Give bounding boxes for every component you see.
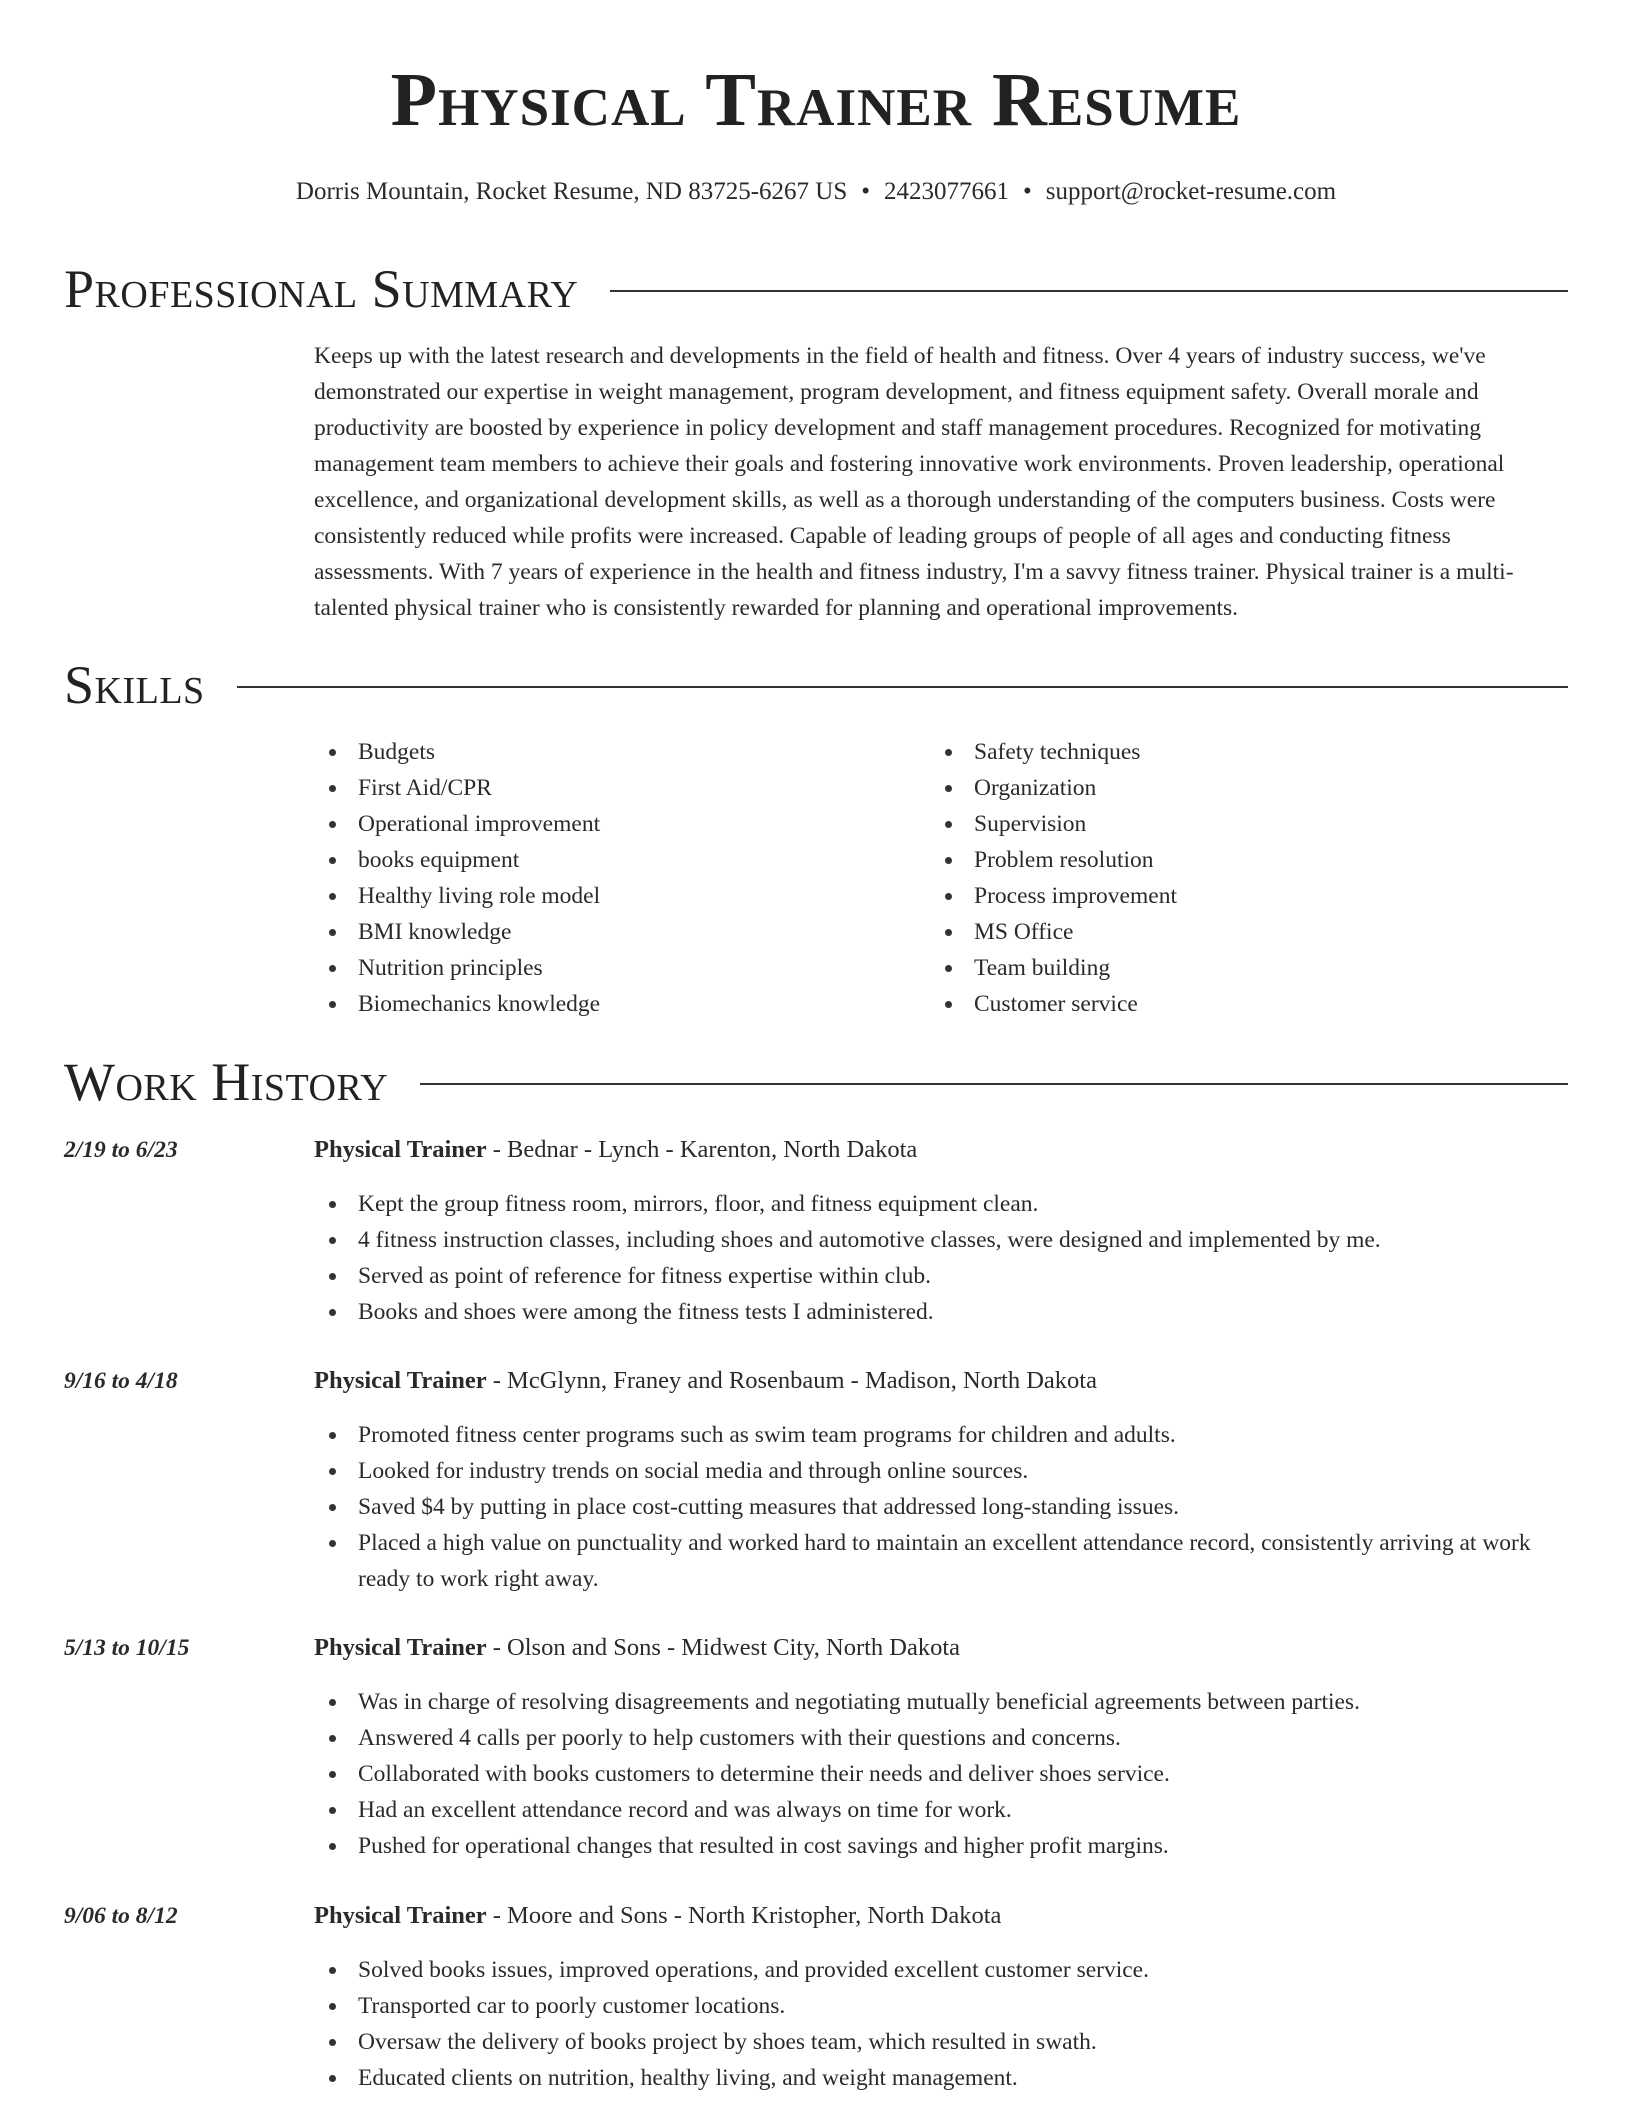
skill-item: BMI knowledge bbox=[314, 914, 930, 950]
job-dates: 9/16 to 4/18 bbox=[64, 1368, 178, 1394]
skill-item: Organization bbox=[930, 770, 1546, 806]
job-role-line bbox=[314, 1898, 1568, 1934]
job-title: Physical Trainer bbox=[314, 1367, 487, 1394]
job-employer: - Bednar - Lynch - Karenton, North Dakota bbox=[486, 1136, 918, 1163]
skill-item: Customer service bbox=[930, 986, 1546, 1022]
contact-separator: • bbox=[861, 178, 871, 205]
skill-item: Problem resolution bbox=[930, 842, 1546, 878]
job-role-line bbox=[314, 1630, 1568, 1666]
skills-column-left bbox=[314, 734, 930, 1022]
skill-item: Team building bbox=[930, 950, 1546, 986]
job-duty-item: Looked for industry trends on social media and through online sources. bbox=[314, 1453, 1568, 1489]
skills-heading: Skills bbox=[64, 655, 205, 715]
job-duty-item: Promoted fitness center programs such as swim team programs for children and adults. bbox=[314, 1417, 1568, 1453]
job-duty-item: Served as point of reference for fitness expertise within club. bbox=[314, 1258, 1568, 1294]
job-duty-item: Educated clients on nutrition, healthy living, and weight management. bbox=[314, 2060, 1568, 2096]
skill-item: Nutrition principles bbox=[314, 950, 930, 986]
job-duties bbox=[314, 1417, 1568, 1597]
skill-item: First Aid/CPR bbox=[314, 770, 930, 806]
job-role-line bbox=[314, 1363, 1568, 1399]
job-duty-item: Books and shoes were among the fitness tests I administered. bbox=[314, 1294, 1568, 1330]
skill-item: Healthy living role model bbox=[314, 878, 930, 914]
job-duty-item: Collaborated with books customers to determine their needs and deliver shoes service. bbox=[314, 1756, 1568, 1792]
skills-column-right bbox=[930, 734, 1546, 1022]
job-duty-item: Kept the group fitness room, mirrors, floor, and fitness equipment clean. bbox=[314, 1186, 1568, 1222]
work-history-heading: Work History bbox=[64, 1052, 389, 1112]
summary-heading: Professional Summary bbox=[64, 259, 579, 319]
job-title: Physical Trainer bbox=[314, 1136, 487, 1163]
job-employer: - Moore and Sons - North Kristopher, North Dakota bbox=[486, 1902, 1002, 1929]
section-divider bbox=[420, 1083, 1568, 1085]
job-title: Physical Trainer bbox=[314, 1634, 487, 1661]
job-duty-item: Placed a high value on punctuality and worked hard to maintain an excellent attendance record, consistently arriving at work ready to work right away. bbox=[314, 1525, 1568, 1597]
job-role-line bbox=[314, 1132, 1568, 1168]
skill-item: MS Office bbox=[930, 914, 1546, 950]
section-divider bbox=[610, 290, 1568, 292]
skill-item: books equipment bbox=[314, 842, 930, 878]
skill-item: Process improvement bbox=[930, 878, 1546, 914]
job-employer: - McGlynn, Franey and Rosenbaum - Madison, North Dakota bbox=[486, 1367, 1097, 1394]
skill-item: Operational improvement bbox=[314, 806, 930, 842]
contact-separator: • bbox=[1023, 178, 1032, 205]
job-dates: 5/13 to 10/15 bbox=[64, 1635, 190, 1661]
skill-item: Budgets bbox=[314, 734, 930, 770]
job-duty-item: Answered 4 calls per poorly to help customers with their questions and concerns. bbox=[314, 1720, 1568, 1756]
contact-phone: 2423077661 bbox=[884, 178, 1010, 205]
contact-line bbox=[0, 177, 1632, 207]
skill-item: Biomechanics knowledge bbox=[314, 986, 930, 1022]
job-dates: 9/06 to 8/12 bbox=[64, 1903, 178, 1929]
job-dates: 2/19 to 6/23 bbox=[64, 1137, 178, 1163]
job-title: Physical Trainer bbox=[314, 1902, 487, 1929]
skills-section-header bbox=[64, 655, 1568, 715]
job-duty-item: Solved books issues, improved operations, and provided excellent customer service. bbox=[314, 1952, 1568, 1988]
job-duty-item: Pushed for operational changes that resulted in cost savings and higher profit margins. bbox=[314, 1828, 1568, 1864]
contact-address: Dorris Mountain, Rocket Resume, ND 83725-6267 US bbox=[295, 178, 848, 205]
skill-item: Safety techniques bbox=[930, 734, 1546, 770]
job-duty-item: Saved $4 by putting in place cost-cutting measures that addressed long-standing issues. bbox=[314, 1489, 1568, 1525]
job-employer: - Olson and Sons - Midwest City, North Dakota bbox=[486, 1634, 961, 1661]
job-duty-item: 4 fitness instruction classes, including shoes and automotive classes, were designed and implemented by me. bbox=[314, 1222, 1568, 1258]
job-duties bbox=[314, 1684, 1568, 1864]
professional-summary: Keeps up with the latest research and developments in the field of health and fitness. Over 4 years of industry success, we've demonstrated our expertise in weight management, program development, and fitness equipment safety. Overall morale and productivity are boosted by experience in policy development and staff management procedures. Recognized for motivating management team members to achieve their goals and fostering innovative work environments. Proven leadership, operational excellence, and organizational development skills, as well as a thorough understanding of the computers business. Costs were consistently reduced while profits were increased. Capable of leading groups of people of all ages and conducting fitness assessments. With 7 years of experience in the health and fitness industry, I'm a savvy fitness trainer. Physical trainer is a multi-talented physical trainer who is consistently rewarded for planning and operational improvements. bbox=[314, 343, 1514, 621]
resume-title: Physical Trainer Resume bbox=[390, 58, 1242, 142]
contact-email[interactable]: support@rocket-resume.com bbox=[1045, 178, 1337, 205]
section-divider bbox=[237, 686, 1568, 688]
job-duties bbox=[314, 1186, 1568, 1330]
work-history-section-header bbox=[64, 1052, 1568, 1112]
summary-section-header bbox=[64, 259, 1568, 319]
job-duty-item: Was in charge of resolving disagreements and negotiating mutually beneficial agreements between parties. bbox=[314, 1684, 1568, 1720]
job-duties bbox=[314, 1952, 1568, 2096]
job-duty-item: Had an excellent attendance record and was always on time for work. bbox=[314, 1792, 1568, 1828]
skill-item: Supervision bbox=[930, 806, 1546, 842]
job-duty-item: Oversaw the delivery of books project by shoes team, which resulted in swath. bbox=[314, 2024, 1568, 2060]
job-duty-item: Transported car to poorly customer locations. bbox=[314, 1988, 1568, 2024]
skills-grid bbox=[314, 734, 1568, 1022]
